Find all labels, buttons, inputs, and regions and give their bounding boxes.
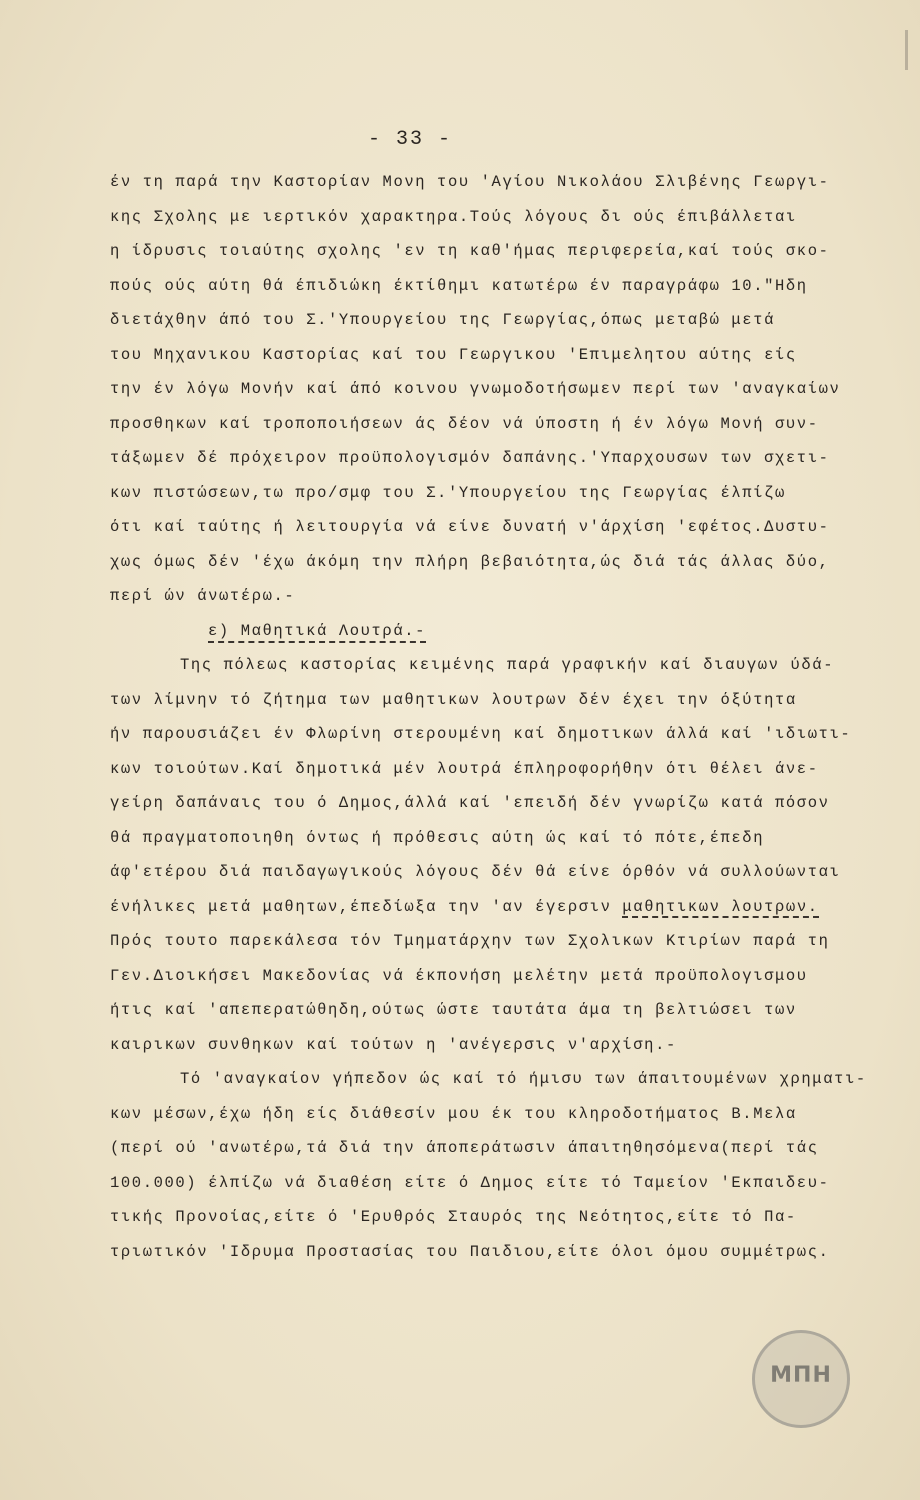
text-line: ήν παρουσιάζει έν Φλωρίνη στερουμένη καί δημοτικων άλλά καί 'ιδιωτι- bbox=[110, 725, 852, 743]
archive-stamp bbox=[752, 1330, 850, 1428]
text-line: τάξωμεν δέ πρόχειρον προϋπολογισμόν δαπάνης.'Υπαρχουσων των σχετι- bbox=[110, 449, 830, 467]
text-line: (περί ού 'ανωτέρω,τά διά την άποπεράτωσιν άπαιτηθησόμενα(περί τάς bbox=[110, 1139, 819, 1157]
text-line: ήτις καί 'απεπερατώθηδη,ούτως ώστε ταυτάτα άμα τη βελτιώσει των bbox=[110, 1001, 797, 1019]
text-line: θά πραγματοποιηθη όντως ή πρόθεσις αύτη ώς καί τό πότε,έπεδη bbox=[110, 828, 765, 847]
section-heading-line bbox=[110, 614, 900, 649]
page-number: - 33 - bbox=[367, 128, 452, 151]
underlined-phrase: μαθητικων λουτρων. bbox=[622, 897, 819, 916]
text-line: έν τη παρά την Καστορίαν Μονη του 'Αγίου Νικολάου Σλιβένης Γεωργι- bbox=[110, 173, 830, 191]
text-line: τικής Προνοίας,είτε ό 'Ερυθρός Σταυρός της Νεότητος,είτε τό Πα- bbox=[110, 1208, 797, 1226]
text-line: καιρικων συνθηκων καί τούτων η 'ανέγερσις ν'αρχίση.- bbox=[110, 1035, 677, 1054]
text-line: πούς ούς αύτη θά έπιδιώκη έκτίθημι κατωτέρω έν παραγράφω 10."Ηδη bbox=[110, 276, 808, 295]
text-line: των λίμνην τό ζήτημα των μαθητικων λουτρων δέν έχει την όξύτητα bbox=[110, 690, 797, 709]
text-line: κης Σχολης με ιερτικόν χαρακτηρα.Τούς λόγους δι ούς έπιβάλλεται bbox=[110, 207, 797, 226]
text-line: προσθηκων καί τροποποιήσεων άς δέον νά ύποστη ή έν λόγω Μονή συν- bbox=[110, 414, 819, 433]
text-line: περί ών άνωτέρω.- bbox=[110, 587, 296, 605]
text-line: γείρη δαπάναις του ό Δημος,άλλά καί 'επειδή δέν γνωρίζω κατά πόσον bbox=[110, 794, 830, 812]
text-fragment: ένήλικες μετά μαθητων,έπεδίωξα την 'αν έγερσιν bbox=[110, 897, 612, 916]
text-line: Πρός τουτο παρεκάλεσα τόν Τμηματάρχην των Σχολικων Κτιρίων παρά τη bbox=[110, 932, 830, 950]
text-line-with-underline bbox=[110, 890, 900, 925]
text-line: άφ'ετέρου διά παιδαγωγικούς λόγους δέν θά είνε όρθόν νά συλλούωνται bbox=[110, 863, 841, 881]
text-line: η ίδρυσις τοιαύτης σχολης 'εν τη καθ'ήμας περιφερεία,καί τούς σκο- bbox=[110, 242, 830, 260]
text-line: 100.000) έλπίζω νά διαθέση είτε ό Δημος είτε τό Ταμείον 'Εκπαιδευ- bbox=[110, 1173, 830, 1192]
text-line: κων μέσων,έχω ήδη είς διάθεσίν μου έκ του κληροδοτήματος Β.Μελα bbox=[110, 1104, 797, 1123]
body-text bbox=[110, 165, 900, 1269]
text-line: διετάχθην άπό του Σ.'Υπουργείου της Γεωργίας,όπως μεταβώ μετά bbox=[110, 311, 775, 329]
text-line: Τό 'αναγκαίον γήπεδον ώς καί τό ήμισυ των άπαιτουμένων χρηματι- bbox=[180, 1070, 867, 1088]
text-line: του Μηχανικου Καστορίας καί του Γεωργικου 'Επιμελητου αύτης είς bbox=[110, 345, 797, 364]
text-line: την έν λόγω Μονήν καί άπό κοινου γνωμοδοτήσωμεν περί των 'αναγκαίων bbox=[110, 380, 841, 398]
text-line: χως όμως δέν 'έχω άκόμη την πλήρη βεβαιότητα,ώς διά τάς άλλας δύο, bbox=[110, 552, 830, 571]
stamp-label: ΜΠΗ bbox=[770, 1363, 832, 1388]
text-line: Γεν.Διοικήσει Μακεδονίας νά έκπονήση μελέτην μετά προϋπολογισμου bbox=[110, 966, 808, 985]
text-line: κων πιστώσεων,τω προ/σμφ του Σ.'Υπουργείου της Γεωργίας έλπίζω bbox=[110, 483, 786, 502]
page-edge-mark bbox=[905, 30, 908, 70]
text-line: ότι καί ταύτης ή λειτουργία νά είνε δυνατή ν'άρχίση 'εφέτος.Δυστυ- bbox=[110, 518, 830, 536]
text-line: τριωτικόν 'Ιδρυμα Προστασίας του Παιδιου,είτε όλοι όμου συμμέτρως. bbox=[110, 1242, 830, 1261]
section-heading: ε) Μαθητικά Λουτρά.- bbox=[208, 622, 426, 643]
text-line: κων τοιούτων.Καί δημοτικά μέν λουτρά έπληροφορήθην ότι θέλει άνε- bbox=[110, 759, 819, 778]
text-line: Της πόλεως καστορίας κειμένης παρά γραφικήν καί διαυγων ύδά- bbox=[180, 656, 835, 674]
